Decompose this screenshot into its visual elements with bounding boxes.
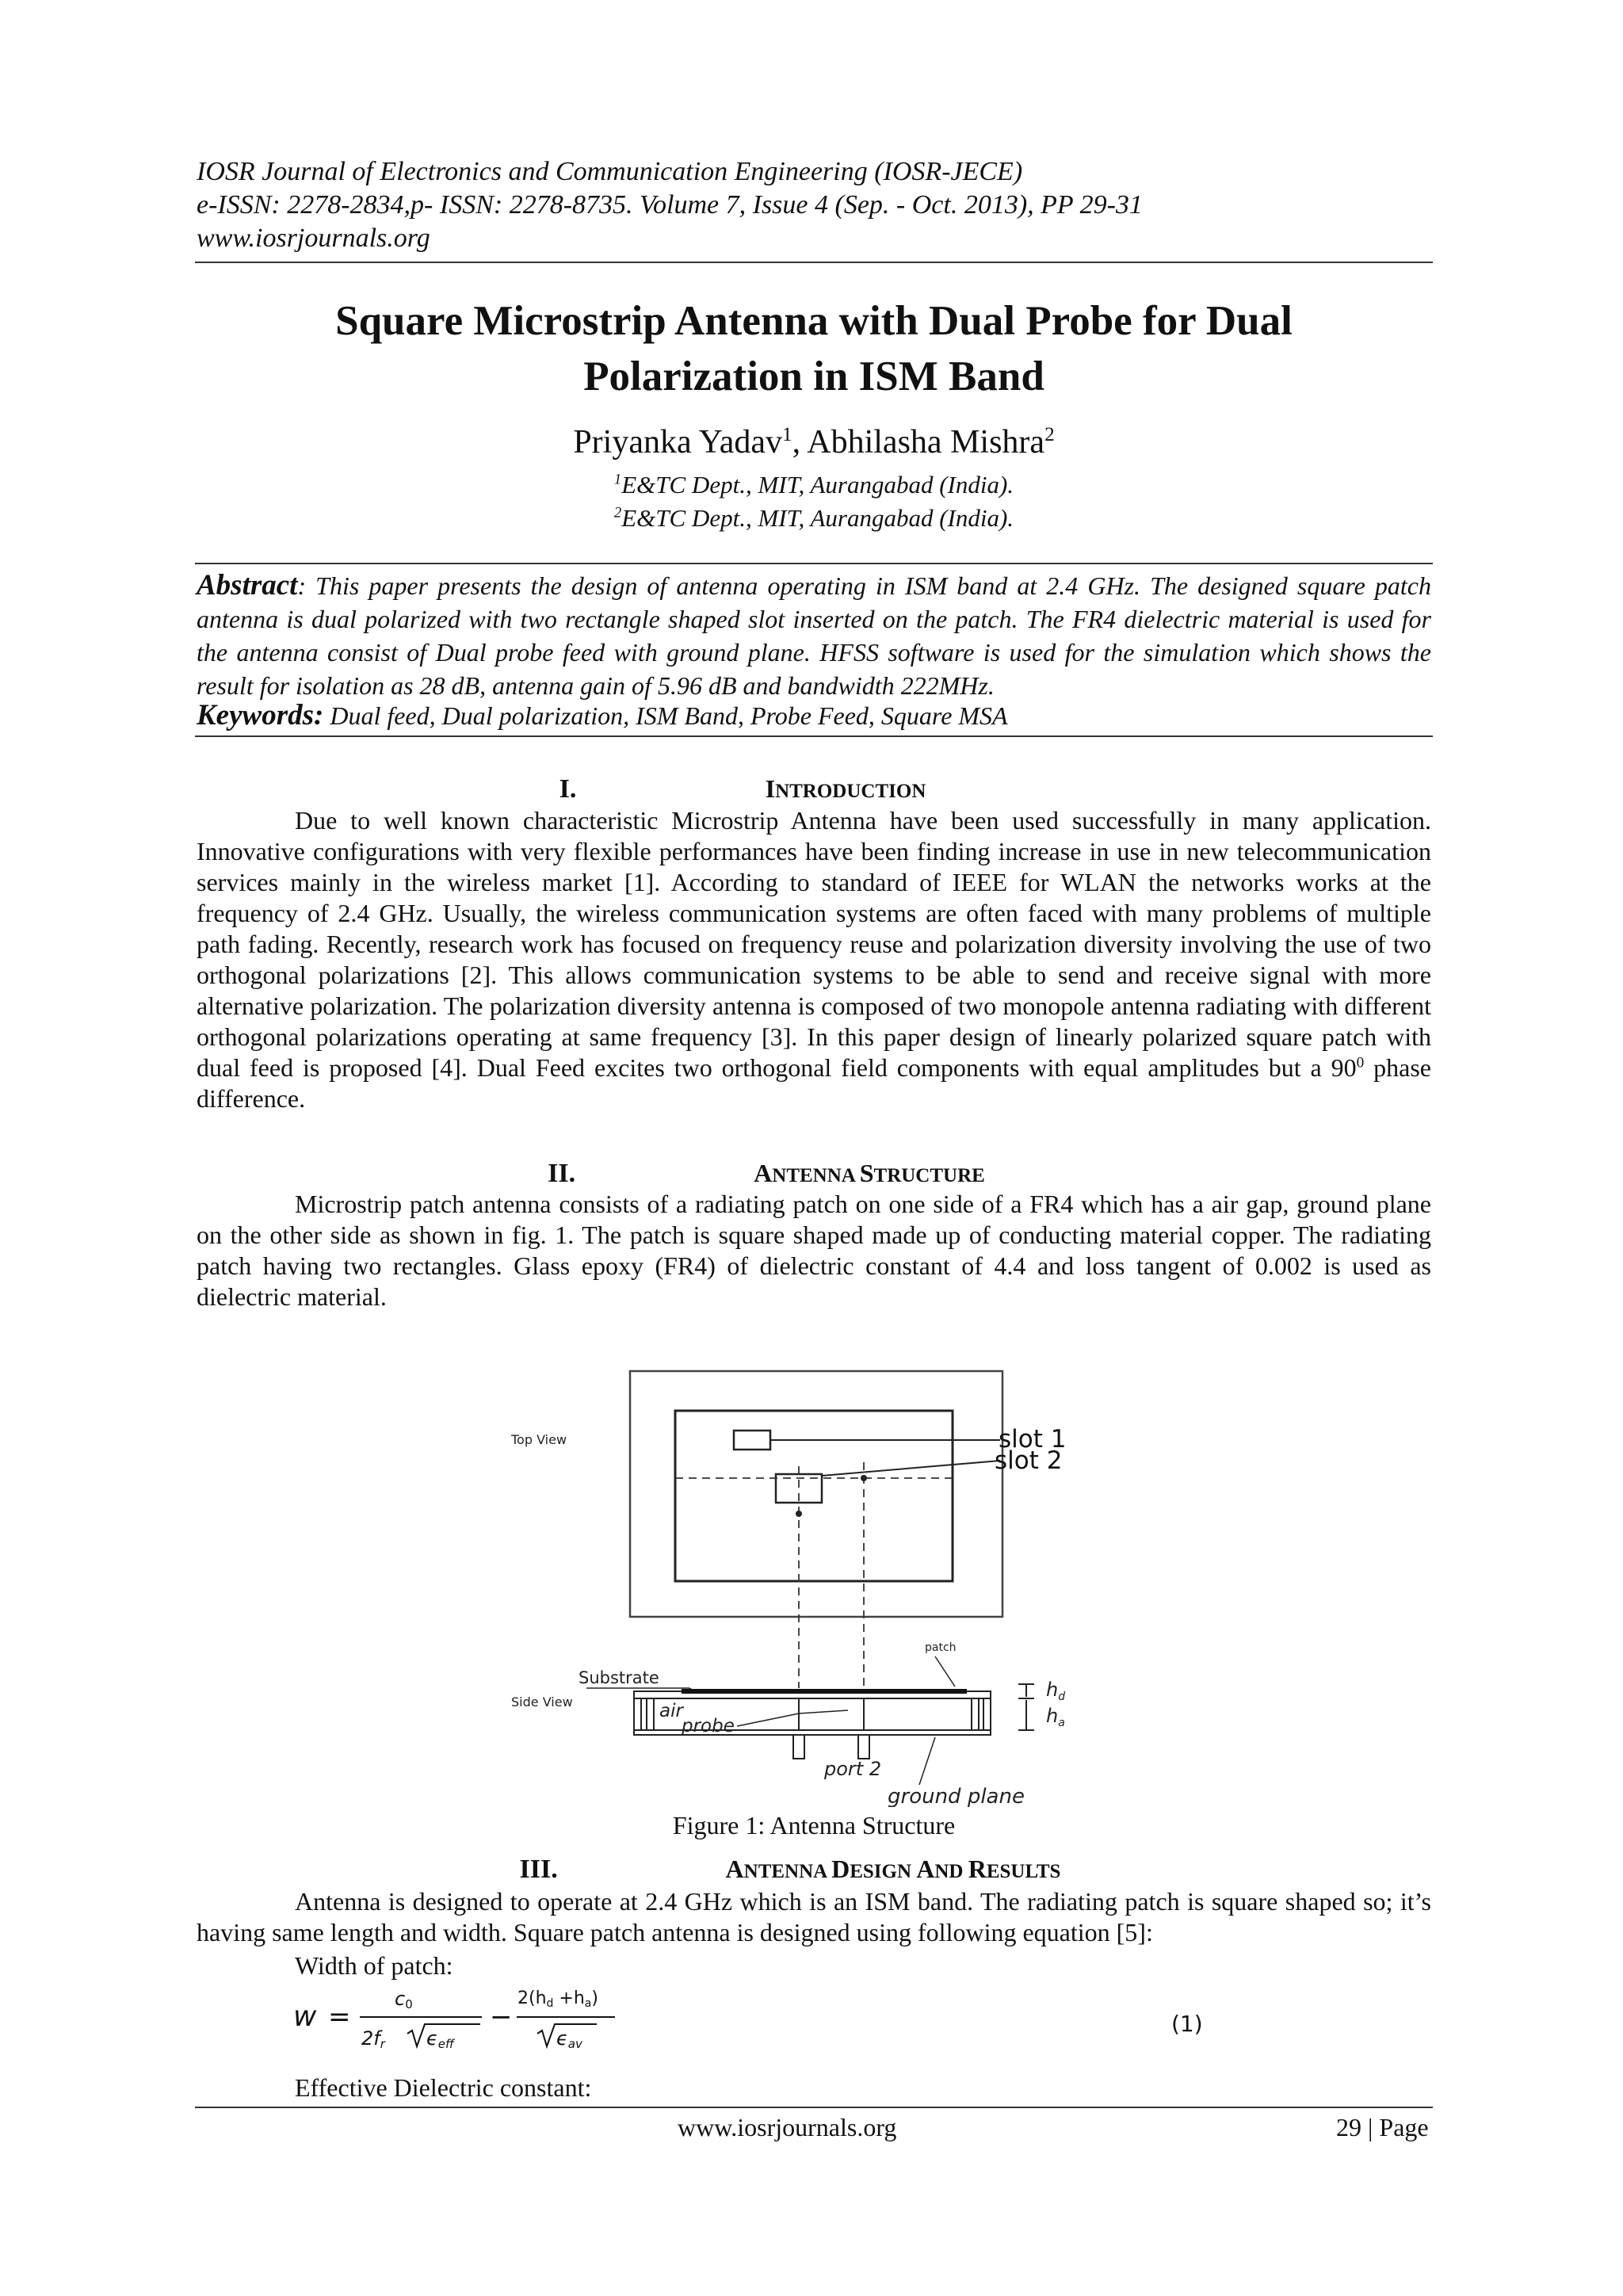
eq-c: c: [395, 1988, 406, 2010]
probe-label: probe: [682, 1716, 735, 1736]
abstract-bottom-rule: [195, 735, 1433, 737]
feed-point-2: [861, 1475, 867, 1481]
ha-label: [1046, 1705, 1065, 1729]
footer-rule: [195, 2107, 1433, 2108]
intro-text-end: phase difference.: [197, 1053, 1432, 1113]
ha-sub: a: [1058, 1717, 1065, 1729]
hd-h: h: [1046, 1679, 1059, 1701]
eq-equals: =: [328, 2001, 351, 2033]
design-paragraph: [197, 1886, 1431, 1948]
eq-num2-mid: +h: [553, 1988, 585, 2008]
patch-label: patch: [925, 1641, 957, 1654]
structure-paragraph: [197, 1189, 1431, 1312]
section-3-cap-a: A: [725, 1855, 744, 1883]
equation-number: (1): [1171, 2011, 1203, 2037]
eq-num2-sub2: a: [584, 1997, 592, 2010]
ha-h: h: [1046, 1705, 1059, 1727]
section-3-rest-a: NTENNA: [743, 1861, 832, 1882]
eq-lhs: w: [293, 2000, 317, 2033]
section-2-rest-b: TRUCTURE: [873, 1165, 985, 1186]
author-2-sup: 2: [1044, 424, 1055, 445]
design-text: Antenna is designed to operate at 2.4 GHz which is an ISM band. The radiating patch is square shaped so; it’s having same length and width. Square patch antenna is designed using following equation [5]:: [197, 1887, 1431, 1946]
section-2-rest-a: NTENNA: [772, 1165, 860, 1186]
affiliation-1: [195, 469, 1433, 501]
svg-text:2fr: [361, 2027, 386, 2051]
footer-website: www.iosrjournals.org: [678, 2113, 897, 2141]
eq-num2: 2(h: [517, 1988, 547, 2008]
svg-text:2(hd +ha): [517, 1988, 598, 2010]
author-1: Priyanka Yadav: [573, 424, 782, 460]
section-3-rest-d: ESULTS: [986, 1861, 1061, 1882]
figure-caption: Figure 1: Antenna Structure: [672, 1811, 956, 1839]
section-1-number: I.: [559, 774, 577, 804]
slot-2-leader: [822, 1461, 1000, 1476]
eq-eps-av: ϵ: [556, 2027, 568, 2050]
section-3-cap-c: A: [916, 1855, 935, 1883]
abstract-top-rule: [195, 563, 1433, 564]
post-left-b: [647, 1698, 654, 1730]
abstract-label: Abstract: [197, 569, 298, 602]
aff1-sup: 1: [613, 471, 622, 488]
section-2-number: II.: [548, 1159, 576, 1188]
eq-c-sub: 0: [405, 1997, 413, 2011]
eq-2fr-sub: r: [380, 2037, 385, 2051]
feed-point-1: [796, 1511, 802, 1517]
author-sep: ,: [792, 424, 808, 460]
width-of-patch-label: Width of patch:: [295, 1951, 453, 1980]
journal-name: IOSR Journal of Electronics and Communication Engineering (IOSR-JECE): [197, 157, 1023, 186]
port-connector-2: [858, 1735, 869, 1759]
page-number: 29 | Page: [1336, 2113, 1429, 2141]
slot-1: [734, 1431, 770, 1450]
post-right-b: [983, 1698, 991, 1730]
aff1-text: E&TC Dept., MIT, Aurangabad (India).: [621, 471, 1014, 499]
eq-minus: −: [490, 2001, 513, 2033]
keywords-label: Keywords:: [197, 699, 324, 732]
antenna-structure-figure: [491, 1347, 1125, 1807]
eq-2fr: 2f: [361, 2027, 380, 2050]
eq-num2-end: ): [591, 1988, 598, 2008]
author-2: Abhilasha Mishra: [807, 424, 1045, 460]
title-line-2: Polarization in ISM Band: [583, 353, 1044, 399]
paper-title: [195, 293, 1433, 404]
width-equation: [292, 1981, 624, 2054]
port-2-label: port 2: [824, 1758, 882, 1780]
keywords-text: Dual feed, Dual polarization, ISM Band, Probe Feed, Square MSA: [323, 701, 1008, 730]
ground-leader: [919, 1737, 935, 1785]
section-3-rest-b: ESIGN: [850, 1861, 917, 1882]
structure-text: Microstrip patch antenna consists of a radiating patch on one side of a FR4 which has a air gap, ground plane on the other side as shown in fig. 1. The patch is square shaped made up of conducting material copper. The radiating patch having two rectangles. Glass epoxy (FR4) of dielectric constant of 4.4 and loss tangent of 0.002 is used as dielectric material.: [197, 1190, 1431, 1311]
section-3-number: III.: [519, 1855, 558, 1884]
air-label: air: [659, 1701, 683, 1721]
eq-eps-av-sub: av: [567, 2037, 582, 2051]
aff2-sup: 2: [613, 504, 622, 521]
section-1-heading: [195, 773, 1433, 808]
post-right-a: [972, 1698, 979, 1730]
intro-sup: 0: [1356, 1054, 1365, 1072]
section-1-rest: NTRODUCTION: [775, 781, 926, 802]
section-3-rest-c: ND: [934, 1861, 968, 1882]
section-3-heading: [195, 1853, 1433, 1888]
header-rule: [195, 262, 1433, 263]
section-3-cap-d: R: [968, 1855, 987, 1883]
substrate-label: Substrate: [579, 1668, 659, 1687]
abstract-text: : This paper presents the design of antenna operating in ISM band at 2.4 GHz. The designed square patch antenna is dual polarized with two rectangle shaped slot inserted on the patch. The FR4 dielectric material is used for the antenna consist of Dual probe feed with ground plane. HFSS software is used for the simulation which shows the result for isolation as 28 dB, antenna gain of 5.96 dB and bandwidth 222MHz.: [197, 571, 1431, 700]
section-3-cap-b: D: [831, 1855, 850, 1883]
svg-text:ϵav: [556, 2027, 583, 2051]
journal-website: www.iosrjournals.org: [197, 223, 430, 253]
section-2-cap-a: A: [754, 1159, 773, 1187]
keywords: [197, 699, 1431, 732]
aff2-text: E&TC Dept., MIT, Aurangabad (India).: [621, 504, 1014, 532]
title-line-1: Square Microstrip Antenna with Dual Probe for Dual: [335, 298, 1293, 344]
slot-1-label: slot 1: [999, 1425, 1067, 1454]
eq-num2-sub1: d: [546, 1997, 554, 2010]
author-1-sup: 1: [781, 424, 792, 445]
ground-plane-label: ground plane: [888, 1785, 1025, 1807]
probe-leader-2: [799, 1710, 848, 1713]
svg-text:ϵeff: [426, 2027, 456, 2051]
effective-dielectric-label: Effective Dielectric constant:: [295, 2073, 592, 2102]
svg-text:c0: [395, 1988, 413, 2011]
patch-leader: [935, 1656, 955, 1687]
hd-sub: d: [1058, 1690, 1066, 1703]
port-connector-1: [793, 1735, 804, 1759]
post-left-a: [634, 1698, 641, 1730]
hd-label: [1046, 1679, 1065, 1703]
journal-issn: e-ISSN: 2278-2834,p- ISSN: 2278-8735. Volume 7, Issue 4 (Sep. - Oct. 2013), PP 29-31: [197, 190, 1143, 220]
section-2-heading: [195, 1157, 1433, 1192]
intro-text: Due to well known characteristic Microstrip Antenna have been used successfully in many application. Innovative configurations with very flexible performances have been finding increase in use in new telecommunication services mainly in the wireless market [1]. According to standard of IEEE for WLAN the networks works at the frequency of 2.4 GHz. Usually, the wireless communication systems are often faced with many problems of multiple path fading. Recently, research work has focused on frequency reuse and polarization diversity involving the use of two orthogonal polarizations [2]. This allows communication systems to be able to send and receive signal with more alternative polarization. The polarization diversity antenna is composed of two monopole antenna radiating with different orthogonal polarizations operating at same frequency [3]. In this paper design of linearly polarized square patch with dual feed is proposed [4]. Dual Feed excites two orthogonal field components with equal amplitudes but a 90: [197, 806, 1431, 1082]
intro-paragraph: [197, 805, 1431, 1114]
probe-leader: [737, 1713, 799, 1726]
authors: [195, 422, 1433, 463]
eq-eps-eff: ϵ: [426, 2027, 438, 2050]
abstract: [197, 569, 1431, 702]
section-1-cap: I: [765, 774, 776, 803]
slot-2-label: slot 2: [995, 1446, 1063, 1475]
affiliation-2: [195, 502, 1433, 534]
top-view-label: Top View: [511, 1432, 567, 1447]
eq-eps-eff-sub: eff: [437, 2037, 454, 2051]
side-view-label: Side View: [511, 1694, 573, 1710]
section-2-cap-b: S: [859, 1159, 874, 1187]
